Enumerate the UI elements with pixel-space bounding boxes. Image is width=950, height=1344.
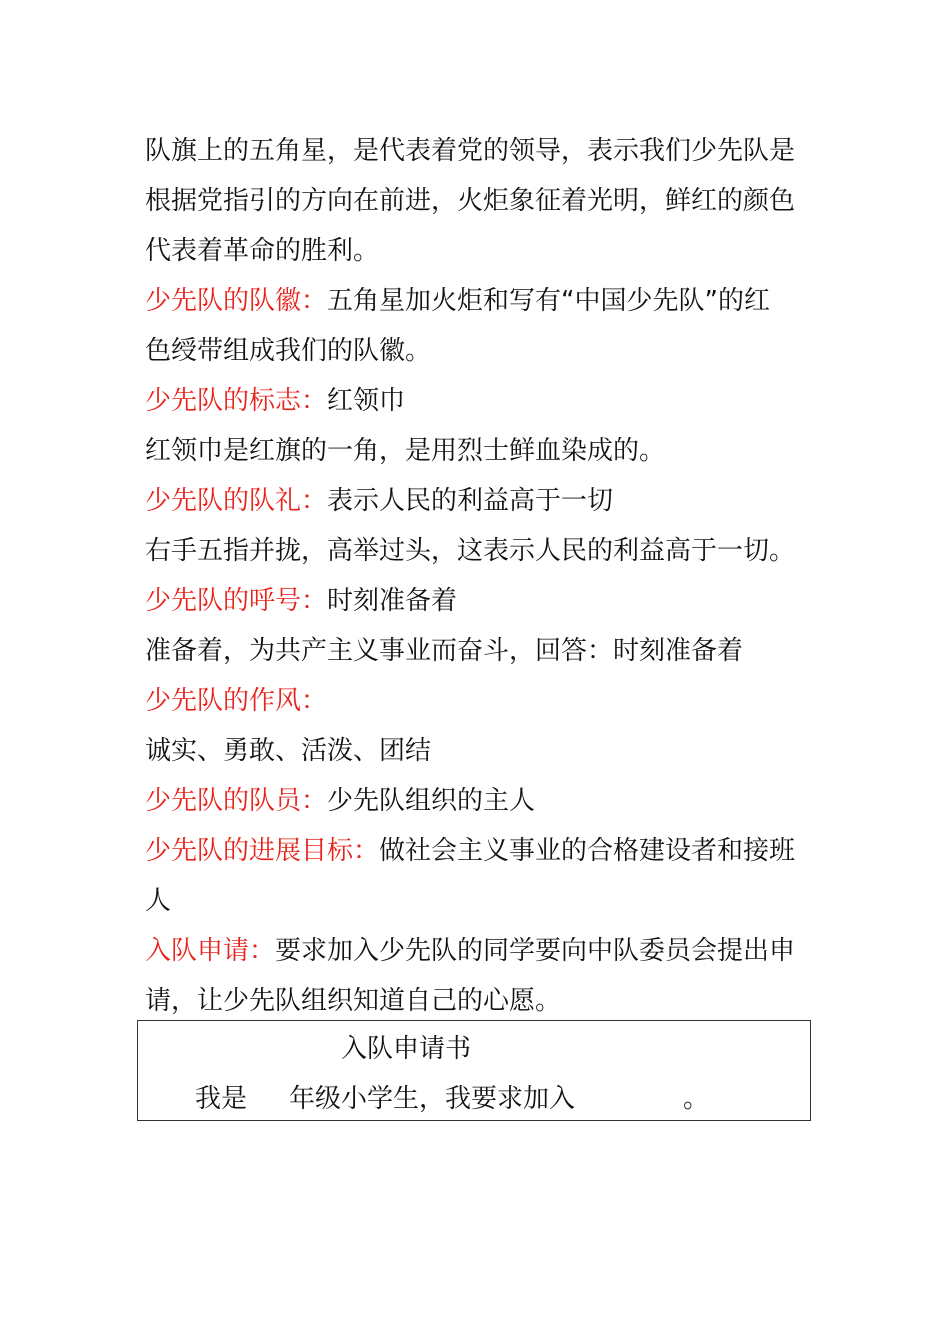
apply-heading: 入队申请：: [145, 936, 276, 966]
application-form-line: [195, 1079, 709, 1119]
paragraph-line: [145, 526, 805, 576]
paragraph-line: [145, 726, 805, 776]
flag-star-text-3: 代表着革命的胜利。: [145, 236, 380, 266]
slogan-section: [145, 576, 805, 626]
document-body: [145, 126, 805, 1026]
flag-star-text-2: 根据党指引的方向在前进，火炬象征着光明，鲜红的颜色: [145, 186, 796, 216]
paragraph-line: [145, 226, 805, 276]
slogan-description: 准备着，为共产主义事业而奋斗，回答：时刻准备着: [145, 636, 744, 666]
paragraph-line: [145, 976, 805, 1026]
symbol-heading: 少先队的标志：: [145, 386, 328, 416]
paragraph-line: [145, 326, 805, 376]
goal-text-1: 做社会主义事业的合格建设者和接班: [379, 836, 796, 866]
symbol-section: [145, 376, 805, 426]
salute-section: [145, 476, 805, 526]
application-form-box: [137, 1020, 811, 1121]
style-description: 诚实、勇敢、活泼、团结: [145, 736, 432, 766]
badge-heading: 少先队的队徽：: [145, 286, 328, 316]
slogan-text: 时刻准备着: [327, 586, 458, 616]
salute-description: 右手五指并拢，高举过头，这表示人民的利益高于一切。: [145, 536, 796, 566]
salute-text: 表示人民的利益高于一切: [327, 486, 614, 516]
form-text-period: 。: [683, 1084, 710, 1114]
paragraph-line: [145, 126, 805, 176]
paragraph-line: [145, 426, 805, 476]
apply-section: [145, 926, 805, 976]
member-section: [145, 776, 805, 826]
badge-section: [145, 276, 805, 326]
paragraph-line: [145, 876, 805, 926]
form-text-i-am: 我是: [195, 1084, 248, 1114]
goal-heading: 少先队的进展目标：: [145, 836, 380, 866]
paragraph-line: [145, 626, 805, 676]
style-section: [145, 676, 805, 726]
badge-text-2: 色绶带组成我们的队徽。: [145, 336, 432, 366]
salute-heading: 少先队的队礼：: [145, 486, 328, 516]
apply-text-1: 要求加入少先队的同学要向中队委员会提出申: [275, 936, 796, 966]
badge-text-1: 五角星加火炬和写有“中国少先队”的红: [327, 286, 770, 316]
goal-section: [145, 826, 805, 876]
symbol-description: 红领巾是红旗的一角，是用烈士鲜血染成的。: [145, 436, 666, 466]
form-text-grade: 年级小学生，我要求加入: [289, 1084, 576, 1114]
flag-star-text-1: 队旗上的五角星，是代表着党的领导，表示我们少先队是: [145, 136, 796, 166]
member-heading: 少先队的队员：: [145, 786, 328, 816]
symbol-text: 红领巾: [327, 386, 406, 416]
apply-text-2: 请，让少先队组织知道自己的心愿。: [145, 986, 562, 1016]
application-form-title: 入队申请书: [341, 1034, 472, 1064]
style-heading: 少先队的作风：: [145, 686, 328, 716]
member-text: 少先队组织的主人: [327, 786, 536, 816]
slogan-heading: 少先队的呼号：: [145, 586, 328, 616]
goal-text-2: 人: [145, 886, 172, 916]
paragraph-line: [145, 176, 805, 226]
